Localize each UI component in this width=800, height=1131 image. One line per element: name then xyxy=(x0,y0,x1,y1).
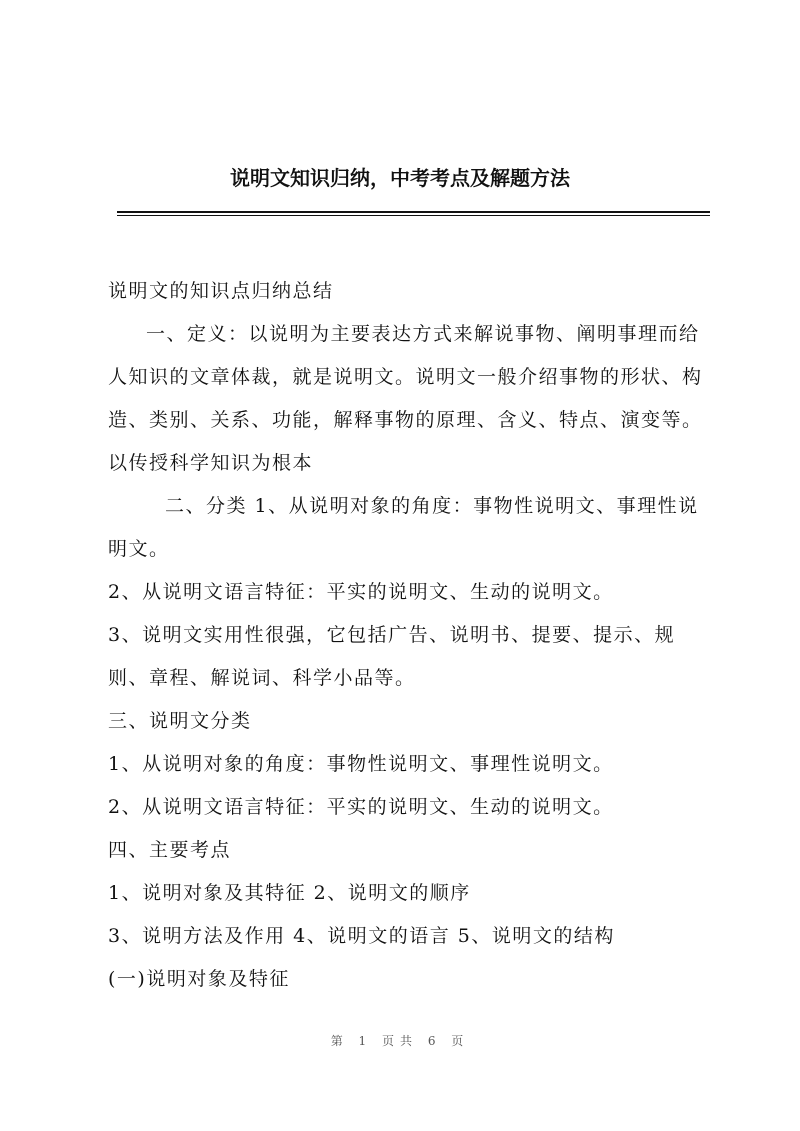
paragraph-classification: 二、分类 1、从说明对象的角度：事物性说明文、事理性说明文。 xyxy=(108,495,699,560)
paragraph-language-feature: 2、从说明文语言特征：平实的说明文、生动的说明文。 xyxy=(108,581,614,603)
paragraph-definition: 一、定义：以说明为主要表达方式来解说事物、阐明事理而给人知识的文章体裁，就是说明文。说明文一般介绍事物的形状、构造、类别、关系、功能，解释事物的原理、含义、特点、演变等。以传授科学知识为根本 xyxy=(108,323,703,474)
title-divider-thin xyxy=(117,215,710,216)
key-points-line-2: 3、说明方法及作用 4、说明文的语言 5、说明文的结构 xyxy=(108,925,615,947)
page-footer: 第 1 页共 6 页 xyxy=(330,1034,470,1048)
section-heading-categories: 三、说明文分类 xyxy=(108,710,252,732)
paragraph-practicality: 3、说明文实用性很强，它包括广告、说明书、提要、提示、规则、章程、解说词、科学小品等。 xyxy=(108,624,676,689)
title-divider xyxy=(117,211,710,213)
key-points-line-1: 1、说明对象及其特征 2、说明文的顺序 xyxy=(108,882,471,904)
list-item-object-angle: 1、从说明对象的角度：事物性说明文、事理性说明文。 xyxy=(108,753,614,775)
document-body xyxy=(108,270,708,1001)
document-title: 说明文知识归纳，中考考点及解题方法 xyxy=(230,166,570,190)
list-item-language-feature: 2、从说明文语言特征：平实的说明文、生动的说明文。 xyxy=(108,796,614,818)
subsection-heading-object: (一)说明对象及特征 xyxy=(108,968,290,990)
section-heading-key-points: 四、主要考点 xyxy=(108,839,232,861)
paragraph-summary-heading: 说明文的知识点归纳总结 xyxy=(108,280,334,302)
